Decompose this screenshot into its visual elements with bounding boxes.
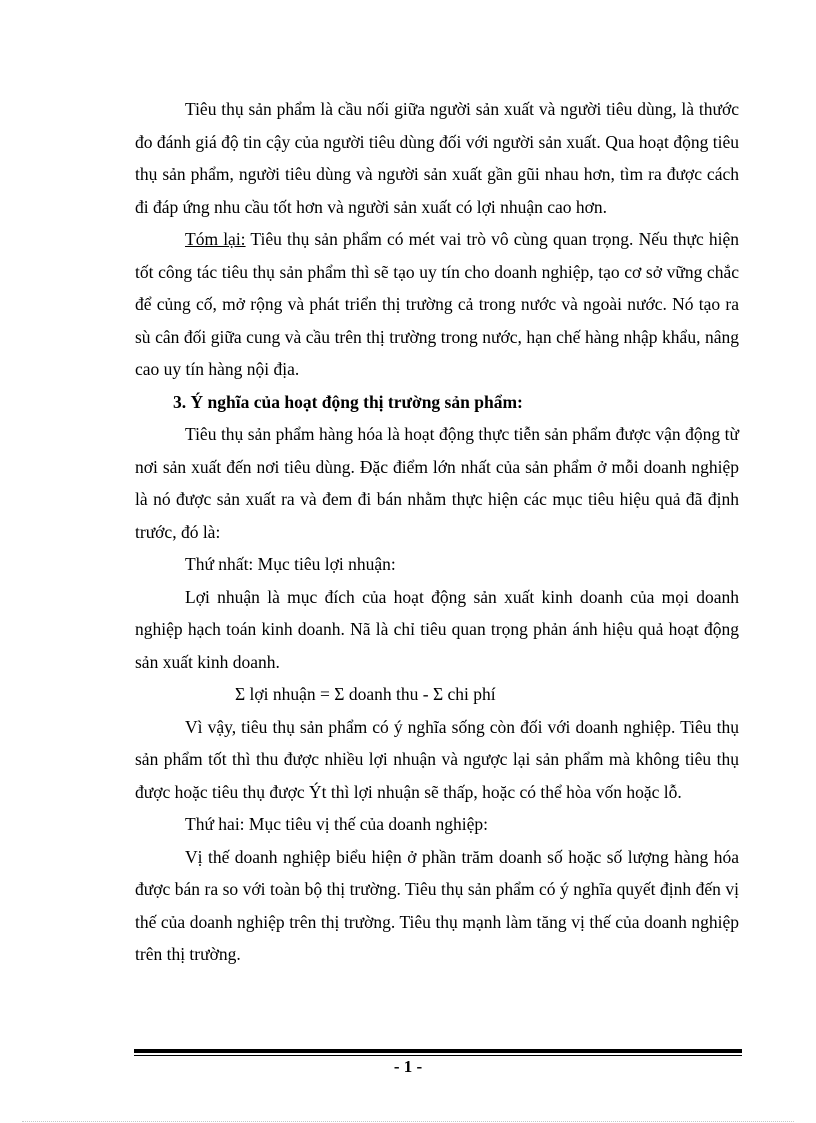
paragraph-meaning: Tiêu thụ sản phẩm hàng hóa là hoạt động thực tiễn sản phẩm được vận động từ nơi sản xuất đến nơi tiêu dùng. Đặc điểm lớn nhất của sản phẩm ở mỗi doanh nghiệp là nó được sản xuất ra và đem đi bán nhằm thực hiện các mục tiêu hiệu quả đã định trước, đó là: — [135, 424, 739, 542]
summary-label: Tóm lại: — [185, 229, 246, 249]
profit-formula: Σ lợi nhuận = Σ doanh thu - Σ chi phí — [235, 684, 496, 704]
page-number: - 1 - — [393, 1057, 423, 1076]
paragraph-first-goal: Thứ nhất: Mục tiêu lợi nhuận: — [185, 554, 396, 574]
paragraph-position: Vị thế doanh nghiệp biểu hiện ở phần trăm doanh số hoặc số lượng hàng hóa được bán ra so với toàn bộ thị trường. Tiêu thụ sản phẩm có ý nghĩa quyết định đến vị thế của doanh nghiệp trên thị trường. Tiêu thụ mạnh làm tăng vị thế của doanh nghiệp trên thị trường. — [135, 846, 739, 964]
document-body — [135, 93, 739, 971]
footer-rule-thin — [134, 1055, 742, 1056]
paragraph-profit: Lợi nhuận là mục đích của hoạt động sản xuất kinh doanh của mọi doanh nghiệp hạch toán kinh doanh. Nã là chỉ tiêu quan trọng phản ánh hiệu quả hoạt động sản xuất kinh doanh. — [135, 586, 739, 672]
paragraph-summary — [135, 223, 739, 386]
paragraph-survival: Vì vậy, tiêu thụ sản phẩm có ý nghĩa sống còn đối với doanh nghiệp. Tiêu thụ sản phẩm tốt thì thu được nhiều lợi nhuận và ngược lại sản phẩm mà không tiêu thụ được hoặc tiêu thụ được Ýt thì lợi nhuận sẽ thấp, hoặc có thể hòa vốn hoặc lỗ. — [135, 716, 739, 802]
summary-text: Tiêu thụ sản phẩm có mét vai trò vô cùng quan trọng. Nếu thực hiện tốt công tác tiêu thụ sản phẩm thì sẽ tạo uy tín cho doanh nghiệp, tạo cơ sở vững chắc để củng cố, mở rộng và phát triển thị trường cả trong nước và ngoài nước. Nó tạo ra sù cân đối giữa cung và cầu trên thị trường trong nước, hạn chế hàng nhập khẩu, nâng cao uy tín hàng nội địa. — [135, 229, 739, 379]
paragraph-second-goal: Thứ hai: Mục tiêu vị thế của doanh nghiệp: — [185, 814, 489, 834]
footer-rule-thick — [134, 1049, 742, 1053]
page-bottom-divider — [22, 1121, 794, 1122]
section-heading: 3. Ý nghĩa của hoạt động thị trường sản phẩm: — [173, 391, 523, 412]
paragraph-consumption-bridge: Tiêu thụ sản phẩm là cầu nối giữa người sản xuất và người tiêu dùng, là thước đo đánh giá độ tin cậy của người tiêu dùng đối với người sản xuất. Qua hoạt động tiêu thụ sản phẩm, người tiêu dùng và người sản xuất gần gũi nhau hơn, tìm ra được cách đi đáp ứng nhu cầu tốt hơn và người sản xuất có lợi nhuận cao hơn. — [135, 99, 739, 217]
